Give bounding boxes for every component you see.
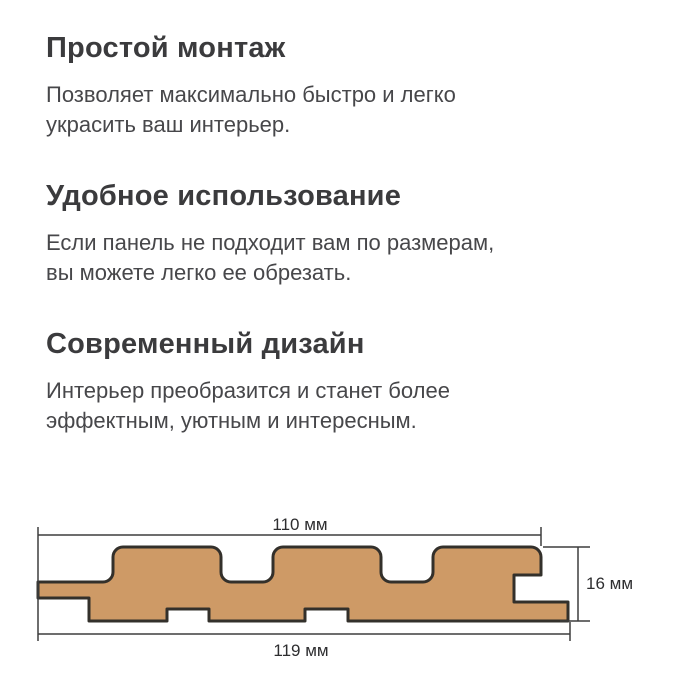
feature-heading-design: Современный дизайн <box>46 328 365 360</box>
panel-cross-section-diagram <box>0 500 700 700</box>
feature-description-usage <box>46 228 660 288</box>
dimension-label-top-width: 110 мм <box>272 515 328 534</box>
feature-section-installation <box>46 30 660 140</box>
dimension-label-height: 16 мм <box>586 574 634 593</box>
feature-description-design <box>46 376 660 436</box>
feature-section-design <box>46 326 660 436</box>
feature-heading-usage: Удобное использование <box>46 180 402 212</box>
panel-profile-shape <box>38 547 568 621</box>
feature-text-line: украсить ваш интерьер. <box>46 112 291 137</box>
feature-text-line: Интерьер преобразится и станет более <box>46 378 450 403</box>
feature-description-installation <box>46 80 660 140</box>
dimension-label-bottom-width: 119 мм <box>273 641 329 660</box>
feature-text-line: вы можете легко ее обрезать. <box>46 260 352 285</box>
panel-cross-section-drawing <box>0 500 700 700</box>
feature-text-line: эффектным, уютным и интересным. <box>46 408 417 433</box>
feature-text-line: Если панель не подходит вам по размерам, <box>46 230 495 255</box>
feature-text-line: Позволяет максимально быстро и легко <box>46 82 456 107</box>
feature-heading-installation: Простой монтаж <box>46 32 286 64</box>
feature-section-usage <box>46 178 660 288</box>
